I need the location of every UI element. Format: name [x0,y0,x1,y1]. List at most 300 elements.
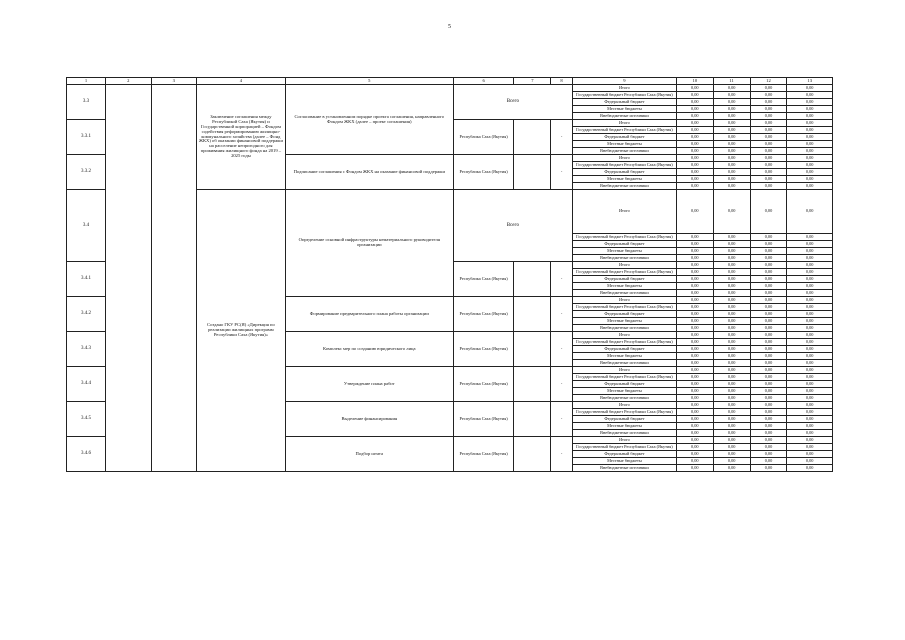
funding-source: Итого [572,402,676,409]
empty-cell [514,155,551,190]
item-code: 3.4.4 [67,367,106,402]
column-header: 1 [67,78,106,85]
amount-cell: 0,00 [787,92,833,99]
event-description: Подписание соглашения с Фондом ЖКХ на оказание финансовой поддержки [285,155,453,190]
amount-cell: 0,00 [676,332,713,339]
amount-cell: 0,00 [787,430,833,437]
amount-cell: 0,00 [713,353,750,360]
event-description: Подбор штата [285,437,453,472]
funding-source: Итого [572,367,676,374]
amount-cell: 0,00 [713,141,750,148]
amount-cell: 0,00 [713,148,750,155]
amount-cell: 0,00 [713,85,750,92]
amount-cell: 0,00 [787,99,833,106]
amount-cell: 0,00 [750,127,787,134]
amount-cell: 0,00 [676,423,713,430]
amount-cell: 0,00 [750,113,787,120]
dash-cell: - [551,297,573,332]
amount-cell: 0,00 [787,346,833,353]
funding-source: Итого [572,262,676,269]
amount-cell: 0,00 [787,360,833,367]
amount-cell: 0,00 [676,190,713,234]
amount-cell: 0,00 [787,269,833,276]
empty-cell [514,332,551,367]
amount-cell: 0,00 [787,318,833,325]
amount-cell: 0,00 [750,395,787,402]
funding-source: Местные бюджеты [572,353,676,360]
column-header: 11 [713,78,750,85]
event-description: Утверждение плана работ [285,367,453,402]
dash-cell: - [551,262,573,297]
amount-cell: 0,00 [713,113,750,120]
amount-cell: 0,00 [713,458,750,465]
amount-cell: 0,00 [713,255,750,262]
amount-cell: 0,00 [750,416,787,423]
amount-cell: 0,00 [750,262,787,269]
amount-cell: 0,00 [676,430,713,437]
funding-source: Итого [572,332,676,339]
amount-cell: 0,00 [750,353,787,360]
amount-cell: 0,00 [750,248,787,255]
amount-cell: 0,00 [676,162,713,169]
empty-cell [106,85,152,472]
amount-cell: 0,00 [713,134,750,141]
amount-cell: 0,00 [713,451,750,458]
funding-source: Государственный бюджет Республики Саха (Якутия) [572,374,676,381]
amount-cell: 0,00 [750,283,787,290]
amount-cell: 0,00 [676,409,713,416]
amount-cell: 0,00 [750,409,787,416]
column-header: 10 [676,78,713,85]
amount-cell: 0,00 [787,388,833,395]
amount-cell: 0,00 [787,402,833,409]
amount-cell: 0,00 [676,360,713,367]
amount-cell: 0,00 [750,304,787,311]
column-header: 8 [551,78,573,85]
amount-cell: 0,00 [750,297,787,304]
amount-cell: 0,00 [787,113,833,120]
amount-cell: 0,00 [676,283,713,290]
amount-cell: 0,00 [713,155,750,162]
amount-cell: 0,00 [787,262,833,269]
amount-cell: 0,00 [713,465,750,472]
funding-source: Государственный бюджет Республики Саха (Якутия) [572,92,676,99]
funding-source: Государственный бюджет Республики Саха (Якутия) [572,269,676,276]
amount-cell: 0,00 [676,458,713,465]
column-header: 7 [514,78,551,85]
empty-cell [514,437,551,472]
column-number-row [67,78,833,85]
amount-cell: 0,00 [676,148,713,155]
funding-source: Местные бюджеты [572,318,676,325]
funding-source: Внебюджетные источники [572,360,676,367]
amount-cell: 0,00 [787,155,833,162]
amount-cell: 0,00 [713,169,750,176]
amount-cell: 0,00 [750,458,787,465]
amount-cell: 0,00 [750,92,787,99]
amount-cell: 0,00 [676,262,713,269]
amount-cell: 0,00 [676,367,713,374]
territory-cell: Республика Саха (Якутия) [453,120,514,155]
amount-cell: 0,00 [676,290,713,297]
amount-cell: 0,00 [787,395,833,402]
amount-cell: 0,00 [750,169,787,176]
amount-cell: 0,00 [713,248,750,255]
amount-cell: 0,00 [713,241,750,248]
amount-cell: 0,00 [787,304,833,311]
amount-cell: 0,00 [676,465,713,472]
funding-source: Федеральный бюджет [572,416,676,423]
funding-source: Итого [572,120,676,127]
amount-cell: 0,00 [713,311,750,318]
amount-cell: 0,00 [750,332,787,339]
amount-cell: 0,00 [750,255,787,262]
funding-source: Итого [572,190,676,234]
amount-cell: 0,00 [750,451,787,458]
territory-cell: Всего [453,85,572,120]
amount-cell: 0,00 [676,113,713,120]
item-code: 3.4.5 [67,402,106,437]
dash-cell: - [551,402,573,437]
funding-source: Местные бюджеты [572,141,676,148]
column-header: 13 [787,78,833,85]
dash-cell: - [551,437,573,472]
amount-cell: 0,00 [750,423,787,430]
item-code: 3.4.6 [67,437,106,472]
amount-cell: 0,00 [787,85,833,92]
amount-cell: 0,00 [787,353,833,360]
amount-cell: 0,00 [713,437,750,444]
territory-cell: Республика Саха (Якутия) [453,437,514,472]
funding-source: Местные бюджеты [572,283,676,290]
amount-cell: 0,00 [713,395,750,402]
amount-cell: 0,00 [713,444,750,451]
item-code: 3.4.3 [67,332,106,367]
amount-cell: 0,00 [676,234,713,241]
amount-cell: 0,00 [750,148,787,155]
funding-source: Внебюджетные источники [572,255,676,262]
funding-source: Государственный бюджет Республики Саха (Якутия) [572,409,676,416]
funding-source: Внебюджетные источники [572,183,676,190]
amount-cell: 0,00 [713,346,750,353]
amount-cell: 0,00 [676,444,713,451]
funding-source: Местные бюджеты [572,248,676,255]
amount-cell: 0,00 [676,141,713,148]
amount-cell: 0,00 [787,290,833,297]
funding-source: Федеральный бюджет [572,311,676,318]
empty-cell [514,402,551,437]
amount-cell: 0,00 [750,99,787,106]
column-header: 9 [572,78,676,85]
amount-cell: 0,00 [713,262,750,269]
amount-cell: 0,00 [787,416,833,423]
amount-cell: 0,00 [787,283,833,290]
amount-cell: 0,00 [787,120,833,127]
amount-cell: 0,00 [676,297,713,304]
amount-cell: 0,00 [787,241,833,248]
amount-cell: 0,00 [676,99,713,106]
funding-source: Внебюджетные источники [572,465,676,472]
amount-cell: 0,00 [750,388,787,395]
territory-cell: Всего [453,190,572,262]
page-number: 5 [448,24,451,30]
funding-source: Внебюджетные источники [572,325,676,332]
amount-cell: 0,00 [713,176,750,183]
amount-cell: 0,00 [676,304,713,311]
amount-cell: 0,00 [676,402,713,409]
column-header: 6 [453,78,514,85]
amount-cell: 0,00 [676,339,713,346]
amount-cell: 0,00 [750,339,787,346]
item-code: 3.3.1 [67,120,106,155]
amount-cell: 0,00 [787,141,833,148]
amount-cell: 0,00 [713,339,750,346]
amount-cell: 0,00 [676,176,713,183]
amount-cell: 0,00 [787,190,833,234]
amount-cell: 0,00 [713,283,750,290]
amount-cell: 0,00 [713,297,750,304]
item-code: 3.3 [67,85,106,120]
amount-cell: 0,00 [676,353,713,360]
funding-source: Внебюджетные источники [572,290,676,297]
funding-source: Местные бюджеты [572,458,676,465]
amount-cell: 0,00 [787,311,833,318]
empty-cell [514,297,551,332]
amount-cell: 0,00 [787,255,833,262]
amount-cell: 0,00 [750,241,787,248]
funding-source: Федеральный бюджет [572,276,676,283]
amount-cell: 0,00 [676,395,713,402]
amount-cell: 0,00 [676,92,713,99]
funding-source: Государственный бюджет Республики Саха (Якутия) [572,339,676,346]
amount-cell: 0,00 [713,162,750,169]
dash-cell: - [551,120,573,155]
territory-cell: Республика Саха (Якутия) [453,402,514,437]
responsible-text: Создано ГКУ РС(Я) «Дирекция по реализации жилищных программ Республики Саха (Якутия)» [197,190,286,472]
amount-cell: 0,00 [713,409,750,416]
amount-cell: 0,00 [750,367,787,374]
amount-cell: 0,00 [676,269,713,276]
amount-cell: 0,00 [787,367,833,374]
amount-cell: 0,00 [787,465,833,472]
funding-source: Местные бюджеты [572,423,676,430]
funding-source: Федеральный бюджет [572,346,676,353]
funding-source: Государственный бюджет Республики Саха (Якутия) [572,234,676,241]
funding-source: Государственный бюджет Республики Саха (Якутия) [572,127,676,134]
territory-cell: Республика Саха (Якутия) [453,297,514,332]
amount-cell: 0,00 [787,176,833,183]
amount-cell: 0,00 [750,162,787,169]
column-header: 12 [750,78,787,85]
amount-cell: 0,00 [787,183,833,190]
funding-source: Итого [572,85,676,92]
amount-cell: 0,00 [676,241,713,248]
amount-cell: 0,00 [750,346,787,353]
funding-source: Внебюджетные источники [572,430,676,437]
item-code: 3.3.2 [67,155,106,190]
amount-cell: 0,00 [713,120,750,127]
amount-cell: 0,00 [676,346,713,353]
funding-source: Итого [572,155,676,162]
item-code: 3.4.2 [67,297,106,332]
event-description: Комплекс мер по созданию юридического лица [285,332,453,367]
territory-cell: Республика Саха (Якутия) [453,367,514,402]
amount-cell: 0,00 [676,276,713,283]
amount-cell: 0,00 [713,325,750,332]
amount-cell: 0,00 [750,430,787,437]
amount-cell: 0,00 [787,437,833,444]
empty-cell [514,367,551,402]
amount-cell: 0,00 [750,134,787,141]
territory-cell: Республика Саха (Якутия) [453,332,514,367]
amount-cell: 0,00 [787,381,833,388]
funding-source: Федеральный бюджет [572,134,676,141]
amount-cell: 0,00 [676,311,713,318]
funding-source: Государственный бюджет Республики Саха (Якутия) [572,444,676,451]
funding-source: Внебюджетные источники [572,113,676,120]
amount-cell: 0,00 [787,325,833,332]
amount-cell: 0,00 [750,141,787,148]
funding-source: Государственный бюджет Республики Саха (Якутия) [572,162,676,169]
amount-cell: 0,00 [713,234,750,241]
amount-cell: 0,00 [713,318,750,325]
amount-cell: 0,00 [750,465,787,472]
amount-cell: 0,00 [787,276,833,283]
amount-cell: 0,00 [713,190,750,234]
funding-source: Местные бюджеты [572,106,676,113]
responsible-text: Заключение соглашения между Республикой Саха (Якутия) и Государственной корпорацией – Фондом содействия реформированию жилищно-коммунального хозяйства (далее – Фонд ЖКХ) об оказании финансовой поддержки на расселение непригодного для проживания жилищного фонда на 2019 – 2025 годы [197,85,286,190]
dash-cell: - [551,332,573,367]
amount-cell: 0,00 [787,162,833,169]
amount-cell: 0,00 [787,169,833,176]
funding-source: Федеральный бюджет [572,381,676,388]
amount-cell: 0,00 [713,374,750,381]
amount-cell: 0,00 [750,276,787,283]
amount-cell: 0,00 [750,374,787,381]
amount-cell: 0,00 [676,388,713,395]
amount-cell: 0,00 [787,297,833,304]
amount-cell: 0,00 [750,269,787,276]
item-code: 3.4 [67,190,106,262]
funding-source: Федеральный бюджет [572,451,676,458]
funding-source: Итого [572,437,676,444]
amount-cell: 0,00 [676,134,713,141]
amount-cell: 0,00 [750,85,787,92]
table-body [67,85,833,472]
amount-cell: 0,00 [750,290,787,297]
dash-cell: - [551,155,573,190]
amount-cell: 0,00 [676,451,713,458]
amount-cell: 0,00 [787,134,833,141]
amount-cell: 0,00 [676,85,713,92]
amount-cell: 0,00 [713,388,750,395]
funding-source: Внебюджетные источники [572,148,676,155]
funding-source: Местные бюджеты [572,176,676,183]
amount-cell: 0,00 [787,148,833,155]
funding-source: Местные бюджеты [572,388,676,395]
amount-cell: 0,00 [676,106,713,113]
amount-cell: 0,00 [713,360,750,367]
amount-cell: 0,00 [713,269,750,276]
table-row [67,85,833,92]
amount-cell: 0,00 [713,367,750,374]
amount-cell: 0,00 [713,332,750,339]
funding-source: Государственный бюджет Республики Саха (Якутия) [572,304,676,311]
amount-cell: 0,00 [713,423,750,430]
funding-source: Федеральный бюджет [572,241,676,248]
amount-cell: 0,00 [713,99,750,106]
amount-cell: 0,00 [787,332,833,339]
amount-cell: 0,00 [750,155,787,162]
amount-cell: 0,00 [676,155,713,162]
amount-cell: 0,00 [750,325,787,332]
amount-cell: 0,00 [787,248,833,255]
amount-cell: 0,00 [713,290,750,297]
event-description: Согласование в установленном порядке проекта соглашения, направленного Фондом ЖКХ (далее – проект соглашения) [285,85,453,155]
territory-cell: Республика Саха (Якутия) [453,262,514,297]
amount-cell: 0,00 [750,381,787,388]
column-header: 5 [285,78,453,85]
amount-cell: 0,00 [676,416,713,423]
item-code: 3.4.1 [67,262,106,297]
empty-cell [514,120,551,155]
column-header: 3 [151,78,197,85]
amount-cell: 0,00 [676,374,713,381]
amount-cell: 0,00 [750,234,787,241]
amount-cell: 0,00 [676,120,713,127]
amount-cell: 0,00 [750,318,787,325]
amount-cell: 0,00 [713,127,750,134]
amount-cell: 0,00 [676,437,713,444]
amount-cell: 0,00 [750,444,787,451]
amount-cell: 0,00 [787,127,833,134]
amount-cell: 0,00 [750,311,787,318]
amount-cell: 0,00 [676,325,713,332]
amount-cell: 0,00 [750,120,787,127]
amount-cell: 0,00 [787,458,833,465]
amount-cell: 0,00 [676,248,713,255]
funding-source: Федеральный бюджет [572,169,676,176]
event-description: Выделение финансирования [285,402,453,437]
amount-cell: 0,00 [787,106,833,113]
amount-cell: 0,00 [676,381,713,388]
amount-cell: 0,00 [676,169,713,176]
amount-cell: 0,00 [676,183,713,190]
amount-cell: 0,00 [787,234,833,241]
amount-cell: 0,00 [713,381,750,388]
empty-cell [514,262,551,297]
amount-cell: 0,00 [713,430,750,437]
dash-cell: - [551,367,573,402]
amount-cell: 0,00 [750,402,787,409]
amount-cell: 0,00 [750,190,787,234]
amount-cell: 0,00 [750,176,787,183]
amount-cell: 0,00 [787,374,833,381]
funding-source: Внебюджетные источники [572,395,676,402]
amount-cell: 0,00 [713,416,750,423]
event-description: Определение основной инфраструктуры нематериального руководителя организации [285,190,453,297]
amount-cell: 0,00 [750,183,787,190]
amount-cell: 0,00 [750,437,787,444]
amount-cell: 0,00 [713,106,750,113]
amount-cell: 0,00 [787,409,833,416]
column-header: 4 [197,78,286,85]
amount-cell: 0,00 [787,339,833,346]
amount-cell: 0,00 [713,92,750,99]
amount-cell: 0,00 [713,304,750,311]
funding-source: Федеральный бюджет [572,99,676,106]
territory-cell: Республика Саха (Якутия) [453,155,514,190]
